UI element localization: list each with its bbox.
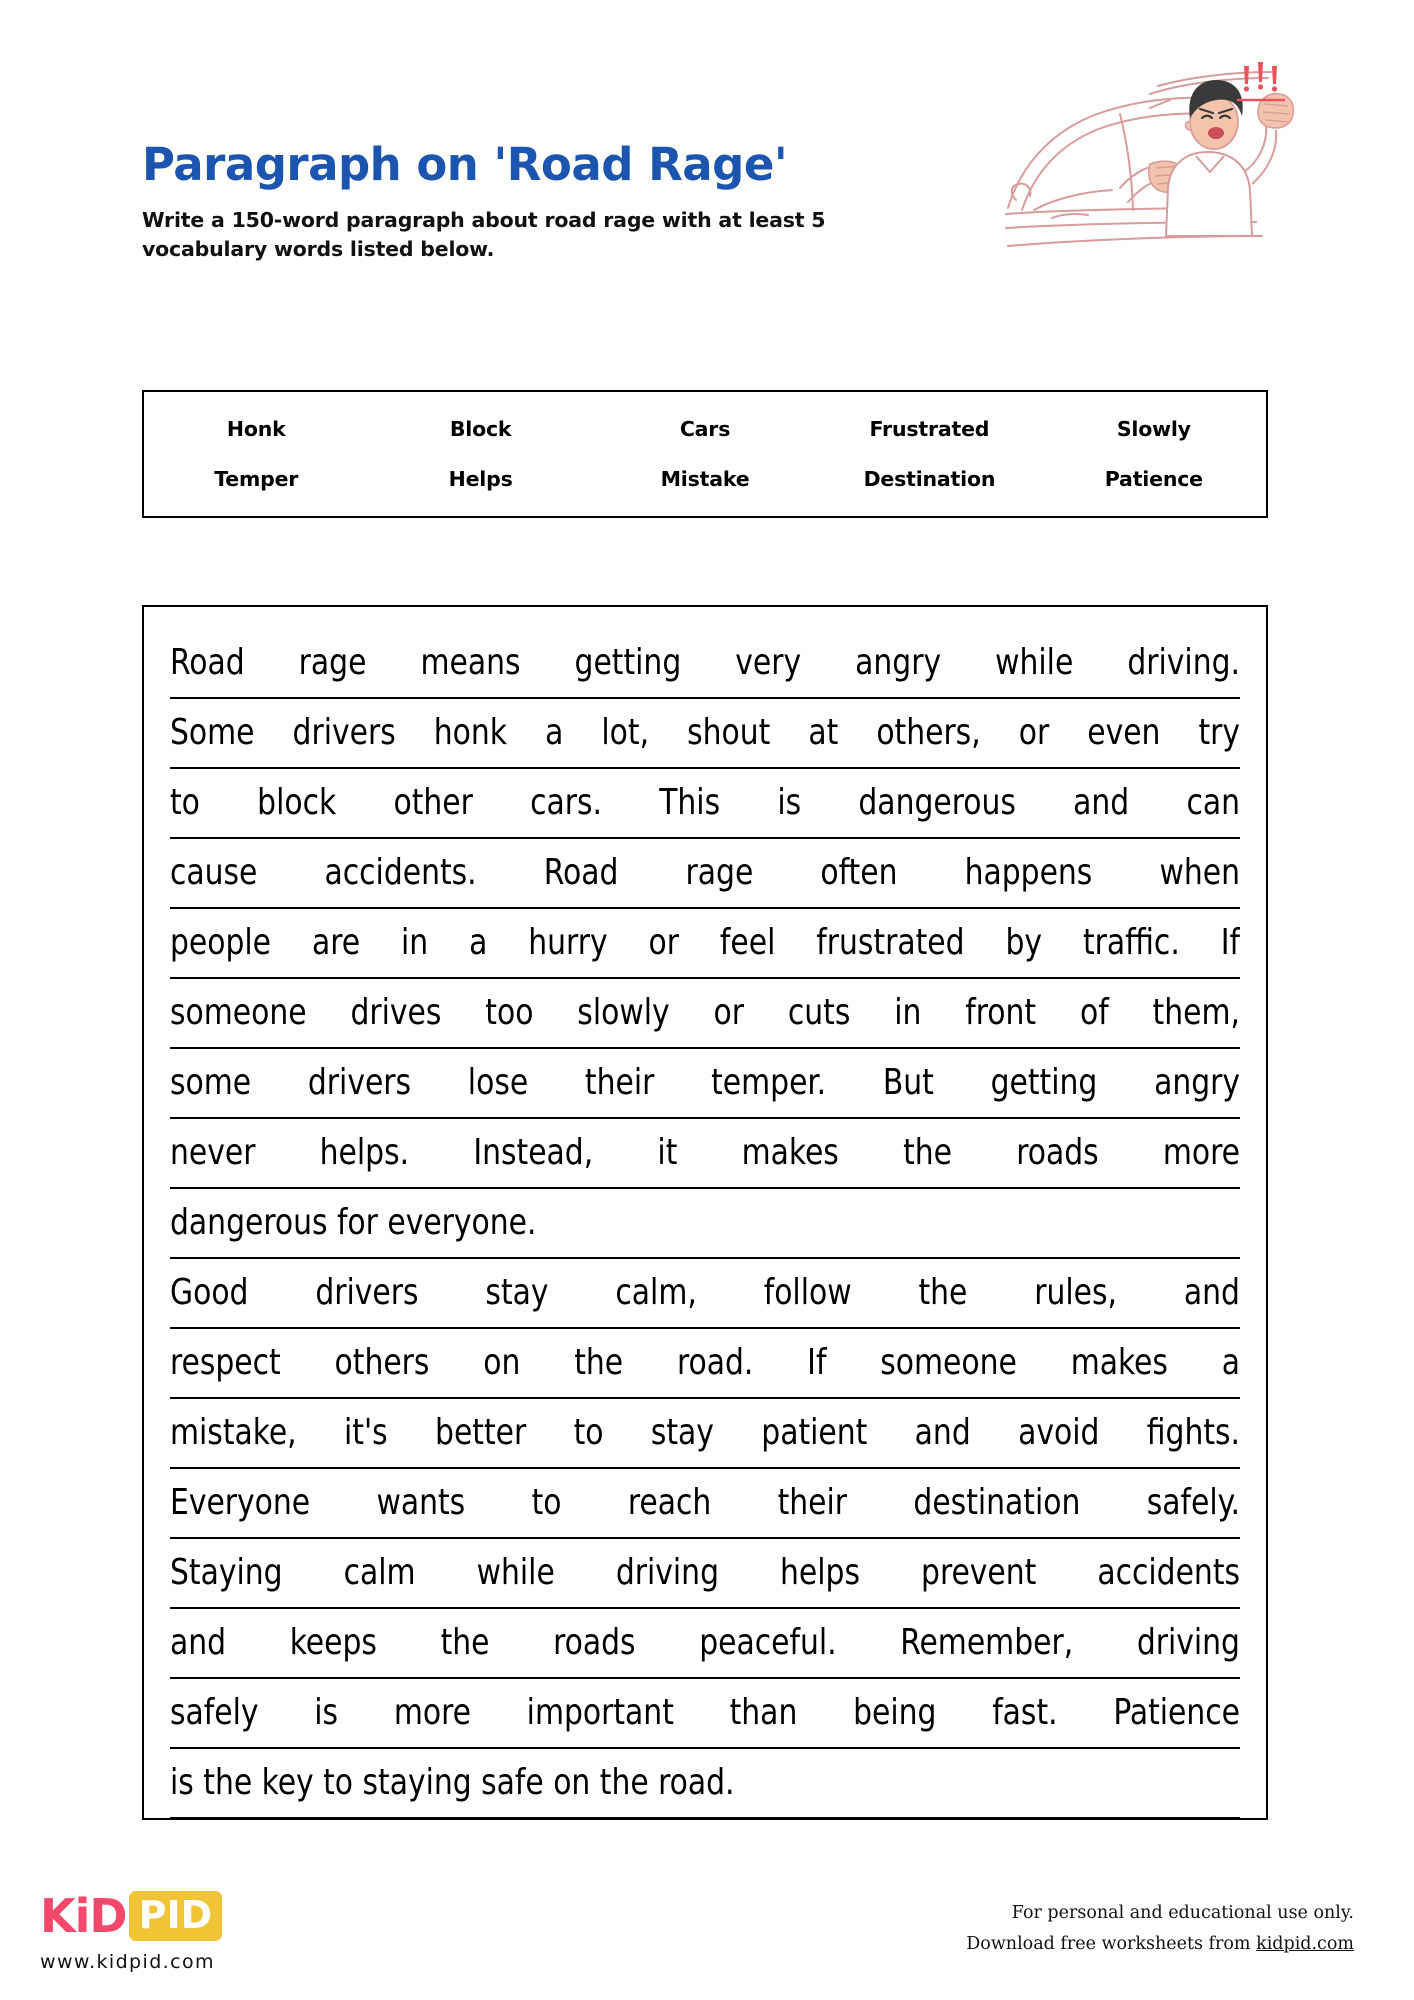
vocabulary-word: Mistake [660,467,750,491]
answer-line[interactable] [170,1399,1240,1469]
answer-word: and [1183,1272,1240,1313]
answer-word: when [1159,852,1240,893]
footer-download-note [966,1929,1354,1960]
answer-word: frustrated [816,922,965,963]
vocabulary-word: Honk [226,417,286,441]
answer-word: fights. [1146,1412,1241,1453]
vocabulary-word: Patience [1104,467,1203,491]
answer-word: someone [170,992,307,1033]
answer-word: often [820,852,898,893]
answer-line[interactable] [170,909,1240,979]
answer-word: drivers [292,712,396,753]
answer-line[interactable] [170,1469,1240,1539]
footer-attribution [966,1898,1354,1959]
answer-paragraph-box[interactable] [142,605,1268,1820]
answer-word: hurry [528,922,608,963]
answer-word: Remember, [900,1622,1074,1663]
answer-word: and [170,1622,227,1663]
answer-word: Road [543,852,619,893]
logo-pid-badge: PID [129,1891,223,1941]
answer-word: fast. [992,1692,1058,1733]
answer-word: try [1198,712,1241,753]
answer-word: drivers [307,1062,412,1103]
answer-word: in [894,992,922,1033]
answer-word: makes [741,1132,839,1173]
answer-word: people [170,922,272,963]
answer-word: in [400,922,429,963]
answer-word: Good [170,1272,249,1313]
answer-word: honk [433,712,508,753]
answer-word: or [648,922,679,963]
answer-word: driving. [1127,642,1240,683]
answer-word: feel [719,922,776,963]
logo-website-url: www.kidpid.com [40,1951,215,1973]
answer-word: more [1162,1132,1240,1173]
answer-word: safely. [1146,1482,1241,1523]
answer-word: a [469,922,488,963]
answer-word: makes [1070,1342,1168,1383]
answer-line[interactable] [170,839,1240,909]
anger-exclamation-icon [1244,62,1277,92]
answer-word: while [995,642,1074,683]
answer-word: But [882,1062,934,1103]
answer-word: accidents. [324,852,477,893]
answer-word: and [1073,782,1130,823]
answer-word: on [483,1342,521,1383]
answer-word: accidents [1097,1552,1241,1593]
answer-word: If [1220,922,1240,963]
footer-usage-note: For personal and educational use only. [1011,1903,1354,1923]
answer-word: their [584,1062,655,1103]
answer-word: safely [170,1692,259,1733]
answer-word: is [777,782,802,823]
answer-word: drives [350,992,442,1033]
answer-word: to [170,782,200,823]
answer-word: follow [763,1272,852,1313]
answer-word: calm, [615,1272,697,1313]
answer-word: very [735,642,802,683]
answer-word: front [965,992,1037,1033]
answer-word: block [257,782,337,823]
answer-word: never [170,1132,256,1173]
answer-line[interactable] [170,1119,1240,1189]
answer-line[interactable] [170,1329,1240,1399]
answer-word: calm [343,1552,416,1593]
answer-word: Instead, [473,1132,594,1173]
answer-word: lot, [601,712,650,753]
angry-driver-illustration [1000,60,1310,300]
answer-word: too [485,992,534,1033]
answer-line[interactable] [170,1259,1240,1329]
answer-word: prevent [921,1552,1037,1593]
answer-word: cuts [787,992,851,1033]
worksheet-header [142,140,1012,265]
answer-line[interactable]: dangerous for everyone. [170,1189,1240,1259]
answer-word: being [853,1692,937,1733]
vocabulary-word: Helps [448,467,513,491]
answer-word: means [420,642,521,683]
answer-word: other [393,782,473,823]
answer-word: more [393,1692,471,1733]
logo-kid-text: KiD [40,1889,127,1943]
answer-word: the [918,1272,968,1313]
answer-word: or [713,992,744,1033]
answer-word: it [657,1132,678,1173]
answer-word: Patience [1113,1692,1240,1733]
answer-word: or [1018,712,1050,753]
answer-word: roads [553,1622,636,1663]
answer-word: This [659,782,721,823]
answer-word: getting [990,1062,1098,1103]
logo-marks [40,1890,420,1942]
answer-word: patient [761,1412,868,1453]
footer-download-prefix: Download free worksheets from [966,1933,1257,1954]
answer-word: lose [467,1062,529,1103]
answer-word: road. [676,1342,754,1383]
answer-word: while [476,1552,555,1593]
answer-word: shout [687,712,771,753]
answer-word: happens [964,852,1093,893]
answer-word: of [1079,992,1109,1033]
answer-word: mistake, [170,1412,297,1453]
answer-word: others [334,1342,430,1383]
answer-word: can [1186,782,1240,823]
answer-word: getting [574,642,682,683]
answer-word: destination [913,1482,1081,1523]
answer-word: to [573,1412,604,1453]
answer-line[interactable]: is the key to staying safe on the road. [170,1749,1240,1819]
answer-word: important [526,1692,674,1733]
answer-word: drivers [315,1272,419,1313]
answer-line[interactable] [170,1539,1240,1609]
answer-word: some [170,1062,252,1103]
vocabulary-row [144,417,1266,441]
answer-word: driving [615,1552,719,1593]
answer-word: respect [170,1342,281,1383]
kidpid-logo [40,1890,420,1973]
answer-word: and [914,1412,971,1453]
answer-word: a [545,712,564,753]
vocabulary-word: Block [449,417,512,441]
answer-word: angry [1154,1062,1241,1103]
worksheet-instructions: Write a 150-word paragraph about road rage with at least 5 vocabulary words listed below. [142,207,826,262]
vocabulary-row [144,467,1266,491]
answer-word: dangerous [858,782,1016,823]
answer-word: even [1087,712,1161,753]
answer-word: keeps [289,1622,377,1663]
answer-word: their [777,1482,848,1523]
answer-word: better [435,1412,527,1453]
answer-word: Staying [170,1552,283,1593]
answer-word: a [1221,1342,1241,1383]
kidpid-link[interactable]: kidpid.com [1256,1933,1354,1954]
answer-word: helps [780,1552,860,1593]
answer-word: peaceful. [699,1622,837,1663]
answer-word: reach [627,1482,712,1523]
answer-word: rage [298,642,367,683]
answer-line[interactable] [170,979,1240,1049]
answer-word: someone [880,1342,1017,1383]
answer-word: than [729,1692,798,1733]
answer-word: is [314,1692,339,1733]
answer-line[interactable] [170,1679,1240,1749]
angry-driver-svg [1000,60,1310,300]
answer-word: it's [343,1412,388,1453]
answer-word: are [311,922,361,963]
answer-word: others, [876,712,981,753]
vocabulary-word-box [142,390,1268,518]
vocabulary-word: Temper [214,467,299,491]
answer-line[interactable] [170,629,1240,699]
answer-word: cars. [530,782,602,823]
answer-word: them, [1152,992,1240,1033]
answer-word: avoid [1018,1412,1100,1453]
answer-word: wants [376,1482,466,1523]
answer-line[interactable] [170,699,1240,769]
answer-line[interactable] [170,1049,1240,1119]
answer-word: angry [855,642,942,683]
answer-word: temper. [711,1062,827,1103]
page-title: Paragraph on 'Road Rage' [142,138,788,191]
answer-word: Some [170,712,255,753]
answer-word: stay [485,1272,549,1313]
answer-word: the [903,1132,952,1173]
answer-word: Road [170,642,245,683]
answer-word: by [1005,922,1043,963]
answer-word: stay [650,1412,714,1453]
answer-word: traffic. [1082,922,1180,963]
answer-word: to [531,1482,562,1523]
answer-word: roads [1016,1132,1099,1173]
answer-word: the [574,1342,624,1383]
answer-line[interactable] [170,1609,1240,1679]
answer-word: the [440,1622,490,1663]
vocabulary-word: Slowly [1116,417,1191,441]
vocabulary-word: Cars [679,417,731,441]
answer-word: If [807,1342,827,1383]
vocabulary-word: Destination [863,467,996,491]
answer-word: rules, [1034,1272,1118,1313]
answer-word: cause [170,852,258,893]
answer-word: Everyone [170,1482,311,1523]
answer-word: slowly [577,992,670,1033]
answer-word: driving [1136,1622,1240,1663]
vocabulary-word: Frustrated [869,417,990,441]
answer-word: at [808,712,839,753]
answer-word: helps. [319,1132,410,1173]
answer-word: rage [685,852,754,893]
answer-line[interactable] [170,769,1240,839]
